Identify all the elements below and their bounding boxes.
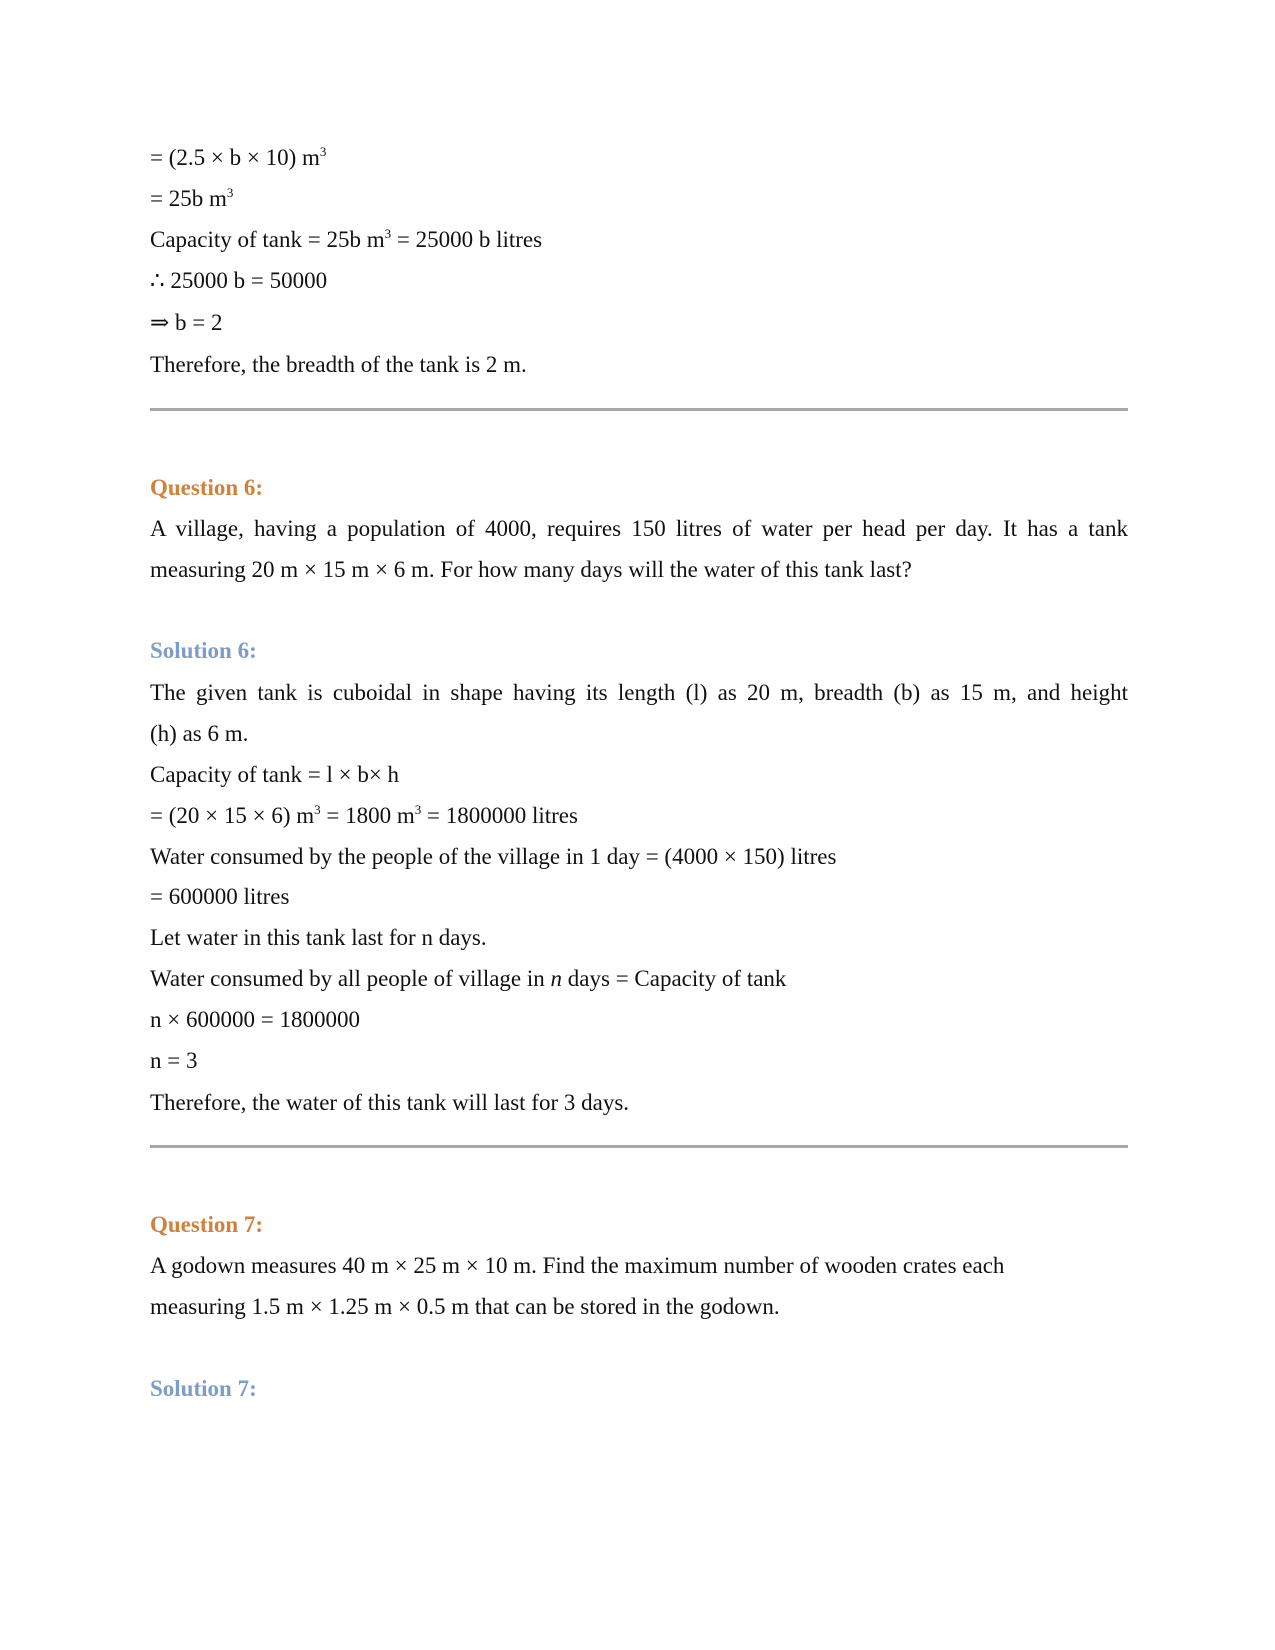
solution-text-line: Let water in this tank last for n days. (150, 925, 487, 950)
question-text-line: measuring 20 m × 15 m × 6 m. For how many days will the water of this tank last? (150, 557, 912, 582)
equation-line: = 25b $m^3$ (150, 185, 234, 211)
equation-line: ⇒ b = 2 (150, 310, 223, 335)
equation-line: = (20 × 15 × 6) $m^3 = 1800$ $m^3 = 1800000$ litres (150, 802, 578, 828)
section-divider (150, 408, 1128, 411)
solution-text-line: The given tank is cuboidal in shape having its length (l) as 20 m, breadth (b) as 15 m, and height (150, 680, 1128, 705)
equation-line: ∴ 25000 b = 50000 (150, 268, 328, 293)
equation-line: Capacity of tank = 25b $m^3 = 25000$ b litres (150, 226, 543, 252)
equation-line: Capacity of tank = l × b× h (150, 762, 400, 787)
question-text-line: A village, having a population of 4000, requires 150 litres of water per head per day. It has a tank (150, 516, 1128, 541)
equation-line: n × 600000 = 1800000 (150, 1007, 360, 1032)
solution-heading: Solution 7: (150, 1376, 257, 1401)
conclusion-line: Therefore, the water of this tank will last for 3 days. (150, 1090, 630, 1115)
question-heading: Question 6: (150, 475, 264, 500)
conclusion-line: Therefore, the breadth of the tank is 2 m. (150, 352, 527, 377)
question-heading: Question 7: (150, 1212, 264, 1237)
solution-text-line: Water consumed by all people of village in n days = Capacity of tank (150, 966, 787, 991)
equation-line: n = 3 (150, 1048, 198, 1073)
question-text-line: measuring 1.5 m × 1.25 m × 0.5 m that can be stored in the godown. (150, 1294, 780, 1319)
equation-line: = (2.5 × b × 10) $m^3$ (150, 144, 327, 170)
equation-line: = 600000 litres (150, 884, 290, 909)
solution-heading: Solution 6: (150, 638, 257, 663)
solution-text-line: Water consumed by the people of the village in 1 day = (4000 × 150) litres (150, 844, 837, 869)
section-divider (150, 1145, 1128, 1148)
question-text-line: A godown measures 40 m × 25 m × 10 m. Find the maximum number of wooden crates each (150, 1253, 1005, 1278)
solution-text-line: (h) as 6 m. (150, 721, 249, 746)
